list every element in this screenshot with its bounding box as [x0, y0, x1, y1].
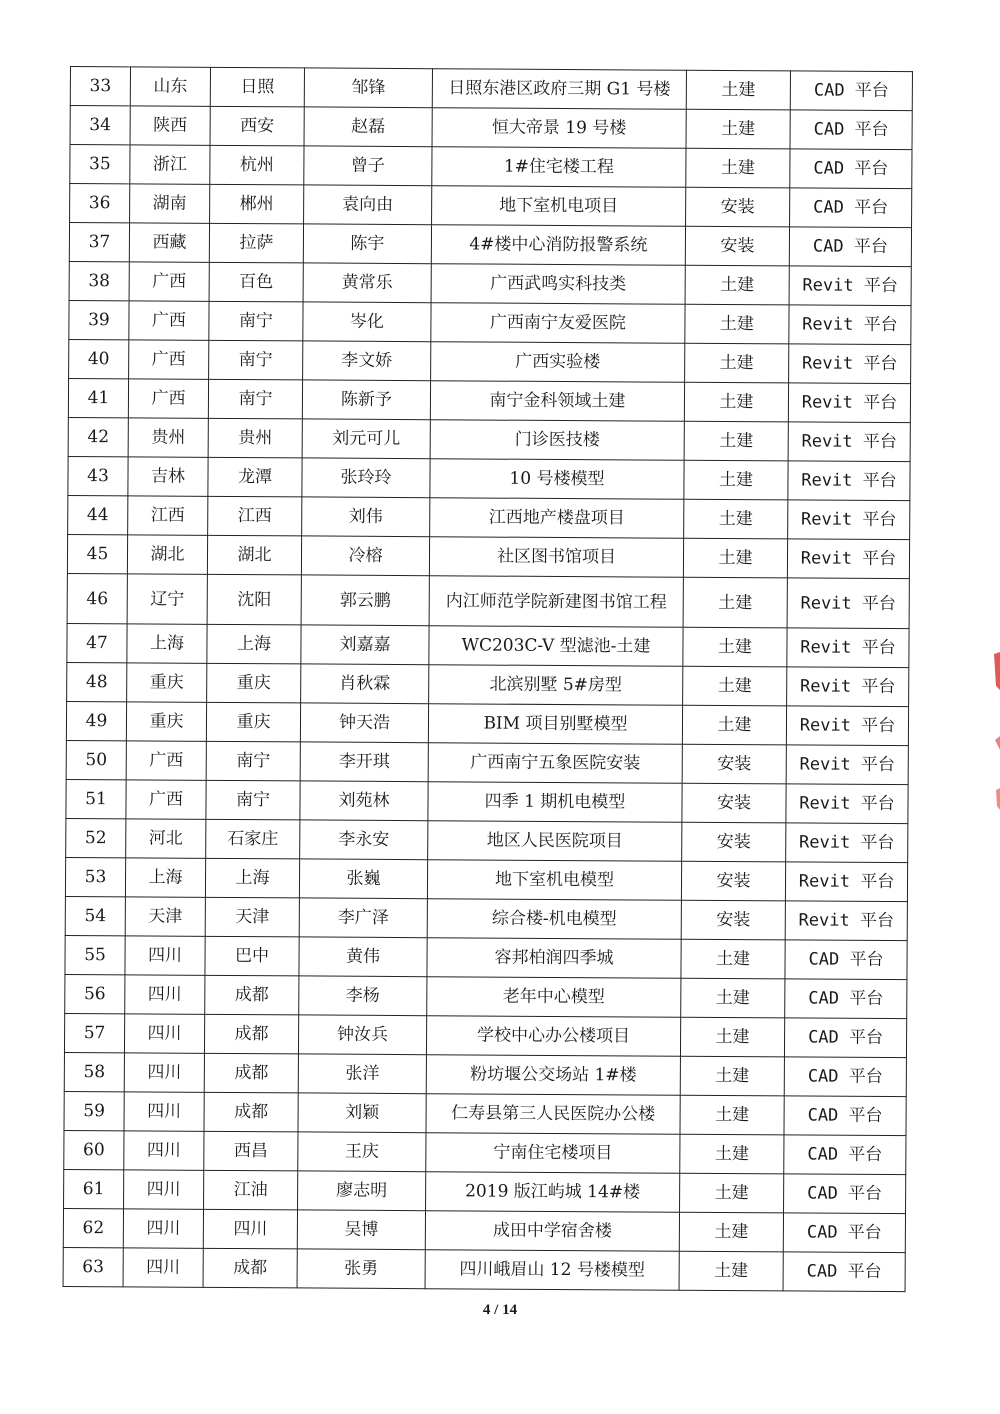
table-row: [68, 456, 910, 500]
table-row: [70, 67, 912, 111]
cell-discipline: 安装: [686, 187, 790, 227]
cell-name: 冷榕: [301, 536, 429, 576]
cell-project-name: 四川峨眉山 12 号楼模型: [425, 1250, 679, 1291]
cell-platform: CAD 平台: [784, 1174, 906, 1214]
cell-project-name: 门诊医技楼: [430, 420, 684, 461]
cell-platform: CAD 平台: [785, 940, 907, 980]
cell-discipline: 土建: [684, 499, 788, 539]
cell-province: 四川: [123, 1209, 203, 1248]
cell-project-name: 地下室机电项目: [432, 186, 686, 227]
cell-name: 岑化: [303, 302, 431, 342]
cell-discipline: 土建: [684, 382, 788, 422]
cell-province: 山东: [130, 67, 210, 106]
cell-city: 南宁: [206, 780, 300, 820]
cell-project-name: 1#住宅楼工程: [432, 147, 686, 188]
cell-discipline: 土建: [685, 265, 789, 305]
table-row: [63, 1208, 905, 1252]
cell-row-number: 39: [69, 300, 129, 339]
table-row: [69, 261, 911, 305]
cell-project-name: 恒大帝景 19 号楼: [432, 108, 686, 149]
cell-province: 四川: [123, 1248, 203, 1287]
cell-platform: CAD 平台: [783, 1252, 905, 1292]
cell-province: 贵州: [128, 418, 208, 457]
cell-discipline: 土建: [680, 1056, 784, 1096]
cell-platform: CAD 平台: [784, 1057, 906, 1097]
cell-discipline: 土建: [683, 538, 787, 578]
cell-discipline: 土建: [680, 1095, 784, 1135]
cell-row-number: 36: [70, 184, 130, 223]
cell-row-number: 48: [67, 662, 127, 701]
cell-city: 南宁: [208, 379, 302, 419]
cell-name: 廖志明: [298, 1171, 426, 1211]
cell-row-number: 57: [64, 1013, 124, 1052]
cell-project-name: 四季 1 期机电模型: [428, 782, 682, 823]
cell-name: 张洋: [298, 1054, 426, 1094]
cell-discipline: 安装: [682, 822, 786, 862]
cell-discipline: 土建: [680, 1134, 784, 1174]
cell-city: 南宁: [209, 301, 303, 341]
cell-project-name: 广西南宁五象医院安装: [428, 743, 682, 784]
cell-province: 广西: [129, 301, 209, 340]
cell-discipline: 土建: [679, 1212, 783, 1252]
cell-row-number: 46: [67, 573, 127, 623]
cell-row-number: 37: [69, 223, 129, 262]
cell-row-number: 54: [65, 896, 125, 935]
cell-city: 石家庄: [206, 819, 300, 859]
cell-province: 江西: [128, 496, 208, 535]
cell-project-name: BIM 项目别墅模型: [428, 704, 682, 745]
page-number: 4 / 14: [482, 1302, 518, 1318]
cell-province: 重庆: [127, 663, 207, 702]
cell-discipline: 安装: [682, 783, 786, 823]
cell-province: 广西: [126, 741, 206, 780]
cell-project-name: 学校中心办公楼项目: [426, 1016, 680, 1057]
cell-platform: Revit 平台: [789, 305, 911, 345]
cell-row-number: 61: [64, 1169, 124, 1208]
cell-city: 拉萨: [209, 223, 303, 263]
cell-province: 四川: [125, 936, 205, 975]
cell-platform: CAD 平台: [789, 227, 911, 267]
cell-province: 广西: [129, 262, 209, 301]
cell-city: 湖北: [207, 535, 301, 575]
cell-province: 吉林: [128, 457, 208, 496]
cell-row-number: 56: [65, 974, 125, 1013]
cell-discipline: 土建: [686, 70, 790, 110]
cell-discipline: 安装: [681, 861, 785, 901]
cell-province: 四川: [124, 1131, 204, 1170]
cell-city: 江西: [208, 496, 302, 536]
table-row: [69, 300, 911, 344]
cell-project-name: 老年中心模型: [427, 977, 681, 1018]
table-row: [67, 534, 909, 578]
cell-row-number: 41: [68, 378, 128, 417]
cell-project-name: 地区人民医院项目: [428, 821, 682, 862]
cell-province: 广西: [128, 379, 208, 418]
cell-project-name: 广西实验楼: [431, 342, 685, 383]
cell-name: 李杨: [299, 976, 427, 1016]
cell-discipline: 土建: [681, 939, 785, 979]
table-row: [64, 1091, 906, 1135]
cell-project-name: 4#楼中心消防报警系统: [431, 225, 685, 266]
cell-row-number: 58: [64, 1052, 124, 1091]
cell-name: 郭云鹏: [301, 575, 429, 626]
cell-name: 刘伟: [302, 497, 430, 537]
table-row: [69, 339, 911, 383]
cell-discipline: 土建: [686, 148, 790, 188]
cell-row-number: 53: [65, 857, 125, 896]
cell-name: 李广泽: [299, 898, 427, 938]
cell-discipline: 安装: [682, 744, 786, 784]
table-row: [64, 1169, 906, 1213]
cell-city: 龙潭: [208, 457, 302, 497]
cell-row-number: 40: [69, 339, 129, 378]
cell-discipline: 土建: [683, 666, 787, 706]
cell-city: 郴州: [210, 184, 304, 224]
cell-province: 辽宁: [127, 574, 207, 624]
cell-discipline: 安装: [681, 900, 785, 940]
cell-row-number: 45: [67, 534, 127, 573]
cell-city: 成都: [204, 1014, 298, 1054]
cell-platform: CAD 平台: [784, 1135, 906, 1175]
cell-city: 成都: [204, 1053, 298, 1093]
cell-platform: Revit 平台: [789, 266, 911, 306]
table-row: [68, 495, 910, 539]
cell-row-number: 34: [70, 106, 130, 145]
cell-city: 日照: [210, 67, 304, 107]
table-row: [63, 1247, 905, 1291]
cell-province: 重庆: [126, 702, 206, 741]
cell-city: 天津: [205, 897, 299, 937]
cell-name: 陈宇: [303, 224, 431, 264]
cell-city: 成都: [204, 1092, 298, 1132]
cell-name: 张玲玲: [302, 458, 430, 498]
cell-discipline: 安装: [685, 226, 789, 266]
cell-discipline: 土建: [679, 1251, 783, 1291]
cell-project-name: 地下室机电模型: [427, 860, 681, 901]
table-row: [69, 223, 911, 267]
cell-discipline: 土建: [686, 109, 790, 149]
cell-row-number: 42: [68, 417, 128, 456]
cell-discipline: 土建: [684, 421, 788, 461]
cell-province: 上海: [125, 858, 205, 897]
table-row: [65, 974, 907, 1018]
table-row: [66, 779, 908, 823]
cell-city: 成都: [205, 975, 299, 1015]
cell-discipline: 土建: [685, 343, 789, 383]
cell-name: 王庆: [298, 1132, 426, 1172]
cell-project-name: 江西地产楼盘项目: [430, 498, 684, 539]
cell-project-name: 北滨别墅 5#房型: [429, 665, 683, 706]
cell-city: 百色: [209, 262, 303, 302]
cell-city: 西安: [210, 106, 304, 146]
cell-name: 李永安: [300, 820, 428, 860]
cell-project-name: 社区图书馆项目: [429, 537, 683, 578]
cell-city: 重庆: [207, 663, 301, 703]
cell-name: 刘苑林: [300, 781, 428, 821]
cell-name: 黄常乐: [303, 263, 431, 303]
red-seal-fragment: [984, 650, 1000, 850]
cell-platform: Revit 平台: [788, 500, 910, 540]
table-row: [66, 701, 908, 745]
cell-discipline: 土建: [683, 627, 787, 667]
cell-platform: Revit 平台: [789, 344, 911, 384]
cell-discipline: 土建: [681, 978, 785, 1018]
cell-platform: Revit 平台: [786, 784, 908, 824]
cell-city: 贵州: [208, 418, 302, 458]
table-row: [70, 145, 912, 189]
cell-project-name: 广西武鸣实科技类: [431, 264, 685, 305]
cell-project-name: 成田中学宿舍楼: [425, 1211, 679, 1252]
cell-province: 四川: [124, 1092, 204, 1131]
cell-city: 四川: [203, 1209, 297, 1249]
cell-platform: CAD 平台: [785, 979, 907, 1019]
cell-project-name: 广西南宁友爱医院: [431, 303, 685, 344]
cell-row-number: 52: [66, 818, 126, 857]
cell-province: 河北: [126, 819, 206, 858]
cell-project-name: WC203C-V 型滤池-土建: [429, 626, 683, 667]
table-row: [64, 1052, 906, 1096]
cell-name: 黄伟: [299, 937, 427, 977]
cell-row-number: 35: [70, 145, 130, 184]
cell-project-name: 宁南住宅楼项目: [426, 1133, 680, 1174]
cell-name: 刘颖: [298, 1093, 426, 1133]
cell-name: 邹锋: [304, 68, 432, 108]
cell-name: 刘嘉嘉: [301, 625, 429, 665]
cell-row-number: 55: [65, 935, 125, 974]
cell-name: 张勇: [297, 1249, 425, 1289]
cell-row-number: 51: [66, 779, 126, 818]
cell-row-number: 59: [64, 1091, 124, 1130]
cell-platform: Revit 平台: [786, 745, 908, 785]
cell-city: 重庆: [206, 702, 300, 742]
cell-city: 南宁: [206, 741, 300, 781]
cell-platform: Revit 平台: [785, 901, 907, 941]
cell-province: 广西: [126, 780, 206, 819]
cell-province: 四川: [124, 1014, 204, 1053]
table-row: [67, 573, 909, 628]
cell-province: 湖北: [127, 535, 207, 574]
cell-discipline: 土建: [680, 1173, 784, 1213]
cell-row-number: 33: [70, 67, 130, 106]
cell-city: 南宁: [209, 340, 303, 380]
cell-name: 李文娇: [303, 341, 431, 381]
cell-project-name: 日照东港区政府三期 G1 号楼: [432, 69, 686, 110]
cell-project-name: 仁寿县第三人民医院办公楼: [426, 1094, 680, 1135]
cell-platform: Revit 平台: [788, 461, 910, 501]
cell-platform: Revit 平台: [787, 667, 909, 707]
cell-province: 上海: [127, 624, 207, 663]
cell-row-number: 38: [69, 261, 129, 300]
cell-platform: CAD 平台: [790, 188, 912, 228]
cell-city: 沈阳: [207, 574, 301, 625]
cell-row-number: 49: [66, 701, 126, 740]
table-row: [66, 818, 908, 862]
cell-name: 袁向由: [304, 185, 432, 225]
cell-province: 西藏: [129, 223, 209, 262]
cell-row-number: 62: [63, 1208, 123, 1247]
cell-row-number: 60: [64, 1130, 124, 1169]
cell-city: 西昌: [204, 1131, 298, 1171]
cell-province: 广西: [129, 340, 209, 379]
cell-platform: CAD 平台: [783, 1213, 905, 1253]
cell-city: 江油: [204, 1170, 298, 1210]
cell-platform: CAD 平台: [784, 1096, 906, 1136]
cell-platform: Revit 平台: [785, 862, 907, 902]
cell-province: 四川: [125, 975, 205, 1014]
cell-province: 陕西: [130, 106, 210, 145]
cell-name: 肖秋霖: [301, 664, 429, 704]
cell-platform: CAD 平台: [784, 1018, 906, 1058]
table-row: [66, 740, 908, 784]
table-row: [68, 417, 910, 461]
cell-row-number: 47: [67, 623, 127, 662]
table-row: [64, 1013, 906, 1057]
cell-name: 刘元可儿: [302, 419, 430, 459]
table-row: [65, 935, 907, 979]
cell-project-name: 南宁金科领域土建: [430, 381, 684, 422]
cell-discipline: 土建: [682, 705, 786, 745]
cell-platform: Revit 平台: [788, 383, 910, 423]
table-row: [70, 106, 912, 150]
cell-platform: Revit 平台: [787, 628, 909, 668]
cell-city: 杭州: [210, 145, 304, 185]
cell-project-name: 2019 版江屿城 14#楼: [426, 1172, 680, 1213]
cell-platform: CAD 平台: [790, 71, 912, 111]
cell-province: 四川: [124, 1053, 204, 1092]
cell-name: 吴博: [297, 1210, 425, 1250]
cell-name: 李开琪: [300, 742, 428, 782]
table-row: [65, 896, 907, 940]
table-row: [64, 1130, 906, 1174]
cell-name: 钟汝兵: [298, 1015, 426, 1055]
cell-discipline: 土建: [685, 304, 789, 344]
registration-table: [63, 66, 913, 1292]
table-row: [65, 857, 907, 901]
cell-discipline: 土建: [684, 460, 788, 500]
cell-city: 成都: [203, 1248, 297, 1288]
cell-row-number: 50: [66, 740, 126, 779]
cell-city: 上海: [205, 858, 299, 898]
cell-name: 钟天浩: [300, 703, 428, 743]
cell-platform: Revit 平台: [787, 578, 909, 629]
cell-project-name: 容邦柏润四季城: [427, 938, 681, 979]
table-body: [63, 67, 912, 1292]
cell-platform: Revit 平台: [788, 422, 910, 462]
cell-project-name: 10 号楼模型: [430, 459, 684, 500]
cell-row-number: 43: [68, 456, 128, 495]
cell-row-number: 44: [68, 495, 128, 534]
cell-province: 四川: [124, 1170, 204, 1209]
table-row: [70, 184, 912, 228]
cell-discipline: 土建: [683, 577, 787, 628]
cell-province: 湖南: [130, 184, 210, 223]
cell-discipline: 土建: [680, 1017, 784, 1057]
cell-project-name: 内江师范学院新建图书馆工程: [429, 576, 683, 628]
cell-platform: CAD 平台: [790, 149, 912, 189]
cell-city: 上海: [207, 624, 301, 664]
cell-name: 赵磊: [304, 107, 432, 147]
cell-name: 曾子: [304, 146, 432, 186]
cell-row-number: 63: [63, 1247, 123, 1286]
cell-province: 天津: [125, 897, 205, 936]
cell-province: 浙江: [130, 145, 210, 184]
cell-name: 张巍: [299, 859, 427, 899]
cell-platform: Revit 平台: [787, 539, 909, 579]
table-row: [67, 662, 909, 706]
table-row: [67, 623, 909, 667]
cell-platform: Revit 平台: [786, 706, 908, 746]
cell-city: 巴中: [205, 936, 299, 976]
cell-platform: Revit 平台: [786, 823, 908, 863]
cell-platform: CAD 平台: [790, 110, 912, 150]
table-row: [68, 378, 910, 422]
cell-name: 陈新予: [302, 380, 430, 420]
cell-project-name: 综合楼-机电模型: [427, 899, 681, 940]
cell-project-name: 粉坊堰公交场站 1#楼: [426, 1055, 680, 1096]
